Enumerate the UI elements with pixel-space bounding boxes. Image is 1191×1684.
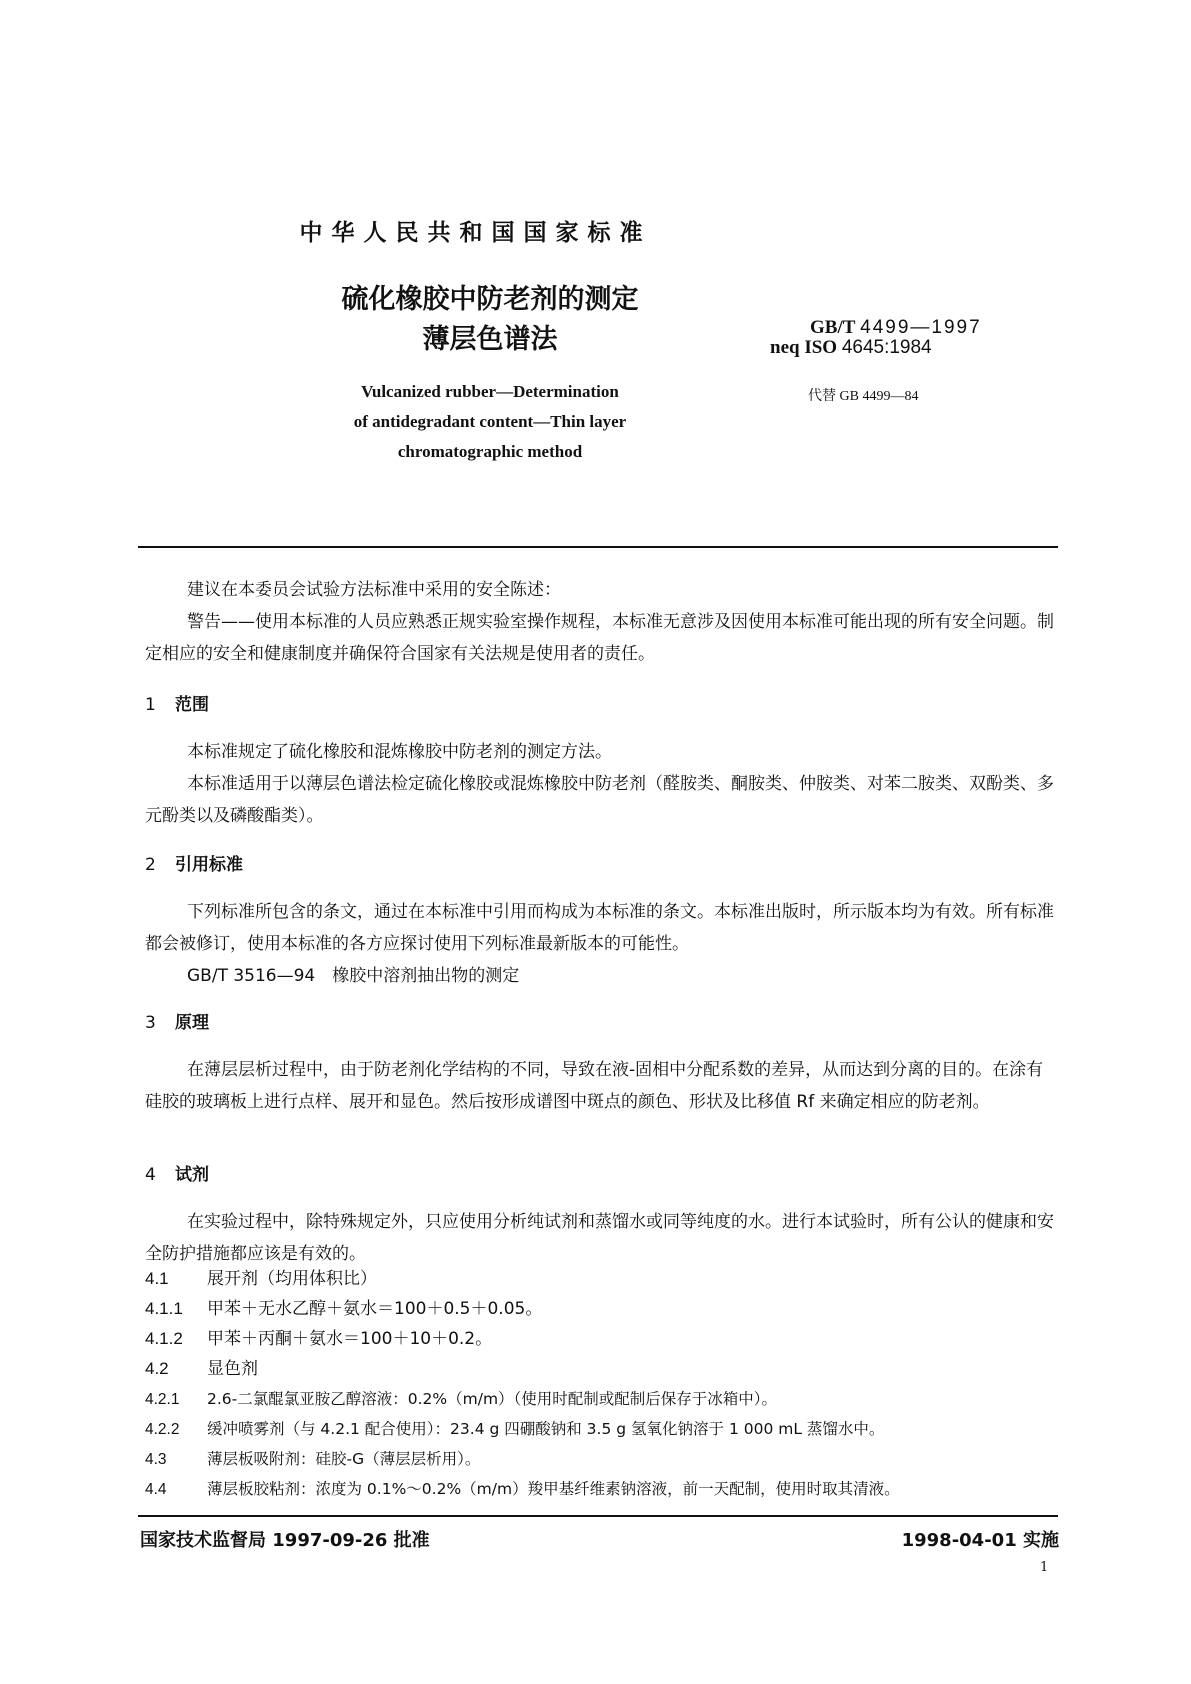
section-2-heading: 2 引用标准 xyxy=(145,855,243,875)
page-number: 1 xyxy=(1040,1560,1049,1575)
replaces-note: 代替 GB 4499—84 xyxy=(808,389,919,404)
section-2-reference: GB/T 3516—94 橡胶中溶剂抽出物的测定 xyxy=(187,966,520,986)
section-4-para-1: 在实验过程中，除特殊规定外，只应使用分析纯试剂和蒸馏水或同等纯度的水。进行本试验时，所有公认的健康和安全防护措施都应该是有效的。 xyxy=(145,1212,1054,1264)
item-4-1-1: 4.1.1 甲苯＋无水乙醇＋氨水＝100＋0.5＋0.05。 xyxy=(145,1299,543,1319)
section-1-para-2: 本标准适用于以薄层色谱法检定硫化橡胶或混炼橡胶中防老剂（醛胺类、酮胺类、仲胺类、对苯二胺类、双酚类、多元酚类以及磷酸酯类）。 xyxy=(145,774,1054,826)
iso-number: 4645:1984 xyxy=(841,337,932,358)
item-4-2-2: 4.2.2 缓冲喷雾剂（与 4.2.1 配合使用）：23.4 g 四硼酸钠和 3.5 g 氢氧化钠溶于 1 000 mL 蒸馏水中。 xyxy=(145,1420,885,1438)
item-4-3: 4.3 薄层板吸附剂：硅胶-G（薄层层析用）。 xyxy=(145,1450,481,1468)
title-en-line1: Vulcanized rubber—Determination xyxy=(361,382,619,401)
section-1-para-1: 本标准规定了硫化橡胶和混炼橡胶中防老剂的测定方法。 xyxy=(187,742,612,762)
safety-statement-intro: 建议在本委员会试验方法标准中采用的安全陈述： xyxy=(187,580,561,600)
item-4-4: 4.4 薄层板胶粘剂：浓度为 0.1%～0.2%（m/m）羧甲基纤维素钠溶液，前一天配制，使用时取其清液。 xyxy=(145,1480,900,1498)
title-cn-line1: 硫化橡胶中防老剂的测定 xyxy=(341,284,639,315)
section-3-para-1: 在薄层层析过程中，由于防老剂化学结构的不同，导致在液-固相中分配系数的差异，从而达到分离的目的。在涂有硅胶的玻璃板上进行点样、展开和显色。然后按形成谱图中斑点的颜色、形状及比移值 Rf 来确定相应的防老剂。 xyxy=(145,1060,1044,1112)
item-4-1: 4.1 展开剂（均用体积比） xyxy=(145,1269,377,1289)
footer-divider xyxy=(138,1515,1058,1517)
section-title: 引用标准 xyxy=(175,855,243,875)
item-4-1-2: 4.1.2 甲苯＋丙酮＋氨水＝100＋10＋0.2。 xyxy=(145,1329,493,1349)
effective-date: 1998-04-01 实施 xyxy=(901,1530,1059,1551)
section-title: 试剂 xyxy=(175,1165,209,1185)
section-4-heading: 4 试剂 xyxy=(145,1165,209,1185)
section-1-heading: 1 范围 xyxy=(145,695,209,715)
safety-warning: 警告——使用本标准的人员应熟悉正规实验室操作规程，本标准无意涉及因使用本标准可能出现的所有安全问题。制定相应的安全和健康制度并确保符合国家有关法规是使用者的责任。 xyxy=(145,612,1054,664)
section-title: 原理 xyxy=(175,1013,209,1033)
title-en-line2: of antidegradant content—Thin layer xyxy=(353,412,627,431)
item-4-2: 4.2 显色剂 xyxy=(145,1359,258,1379)
national-standard-header: 中华人民共和国国家标准 xyxy=(299,220,652,246)
title-en-line3: chromatographic method xyxy=(397,442,583,461)
neq-prefix: neq ISO xyxy=(770,337,838,358)
gb-number: 4499—1997 xyxy=(860,317,982,338)
section-2-para-1: 下列标准所包含的条文，通过在本标准中引用而构成为本标准的条文。本标准出版时，所示版本均为有效。所有标准都会被修订，使用本标准的各方应探讨使用下列标准最新版本的可能性。 xyxy=(145,902,1054,954)
title-cn-line2: 薄层色谱法 xyxy=(422,324,558,355)
section-3-heading: 3 原理 xyxy=(145,1013,209,1033)
gb-prefix: GB/T xyxy=(810,317,856,338)
header-divider xyxy=(138,546,1058,548)
standard-number-block xyxy=(770,318,982,358)
approval-date: 国家技术监督局 1997-09-26 批准 xyxy=(140,1530,430,1551)
item-4-2-1: 4.2.1 2.6-二氯醌氯亚胺乙醇溶液：0.2%（m/m）（使用时配制或配制后保存于冰箱中）。 xyxy=(145,1390,778,1408)
section-title: 范围 xyxy=(175,695,209,715)
